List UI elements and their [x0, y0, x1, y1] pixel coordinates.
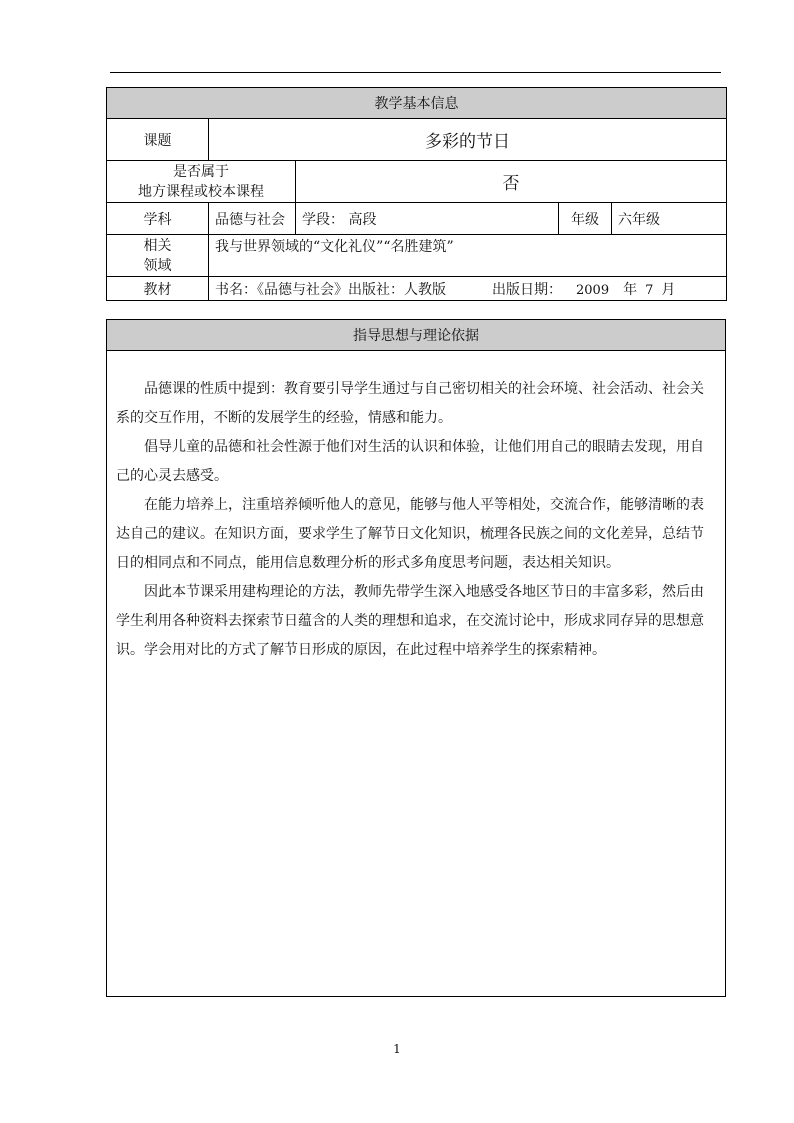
- paragraph-1: 品德课的性质中提到：教育要引导学生通过与自己密切相关的社会环境、社会活动、社会关系的交互作用，不断的发展学生的经验，情感和能力。: [116, 381, 704, 426]
- page-number: 1: [393, 1042, 401, 1056]
- grade-label: 年级: [559, 203, 612, 235]
- pub-month-unit: 月: [661, 281, 676, 298]
- stage-label: 学段：: [302, 211, 344, 228]
- textbook-value: [209, 277, 727, 301]
- guiding-theory-table: [106, 319, 726, 997]
- field-value-prefix: 我与世界领域的: [215, 239, 313, 255]
- stage-value: 高段: [348, 211, 377, 228]
- pub-date-label: 出版日期：: [492, 281, 562, 298]
- field-value: [209, 235, 727, 277]
- local-course-label-line2: 地方课程或校本课程: [138, 183, 264, 200]
- paragraph-4: 因此本节课采用建构理论的方法，教师先带学生深入地感受各地区节日的丰富多彩，然后由学生利用各种资料去探索节日蕴含的人类的理想和追求，在交流讨论中，形成求同存异的思想意识。学会用对比的方式了解节日形成的原因，在此过程中培养学生的探索精神。: [116, 584, 704, 658]
- basic-info-table: [106, 87, 727, 301]
- local-course-label: [107, 161, 296, 203]
- subject-value: 品德与社会: [209, 203, 296, 235]
- field-label-line1: 相关: [143, 237, 172, 254]
- local-course-label-line1: 是否属于: [173, 163, 229, 180]
- topic-label: 课题: [107, 119, 209, 161]
- local-course-value: 否: [296, 161, 727, 203]
- header-rule: [110, 72, 721, 73]
- textbook-label: 教材: [107, 277, 209, 301]
- field-value-quotes: “文化礼仪”“名胜建筑”: [313, 239, 454, 255]
- pub-year: 2009: [576, 282, 610, 298]
- guiding-theory-header: 指导思想与理论依据: [107, 320, 726, 351]
- paragraph-2: 倡导儿童的品德和社会性源于他们对生活的认识和体验，让他们用自己的眼睛去发现，用自己的心灵去感受。: [116, 439, 704, 484]
- paragraph-3: 在能力培养上，注重培养倾听他人的意见，能够与他人平等相处，交流合作，能够清晰的表达自己的建议。在知识方面，要求学生了解节日文化知识，梳理各民族之间的文化差异，总结节日的相同点和不同点，能用信息数理分析的形式多角度思考问题，表达相关知识。: [116, 497, 704, 571]
- subject-label: 学科: [107, 203, 209, 235]
- guiding-theory-body: [107, 351, 726, 997]
- topic-value: 多彩的节日: [209, 119, 727, 161]
- pub-year-unit: 年: [623, 281, 638, 298]
- field-label-line2: 领域: [143, 257, 172, 274]
- book-name: 书名：《品德与社会》出版社：人教版: [215, 281, 446, 298]
- basic-info-header: 教学基本信息: [107, 88, 727, 119]
- field-label: [107, 235, 209, 277]
- pub-month: 7: [645, 282, 654, 298]
- stage-cell: [296, 203, 559, 235]
- grade-value: 六年级: [612, 203, 727, 235]
